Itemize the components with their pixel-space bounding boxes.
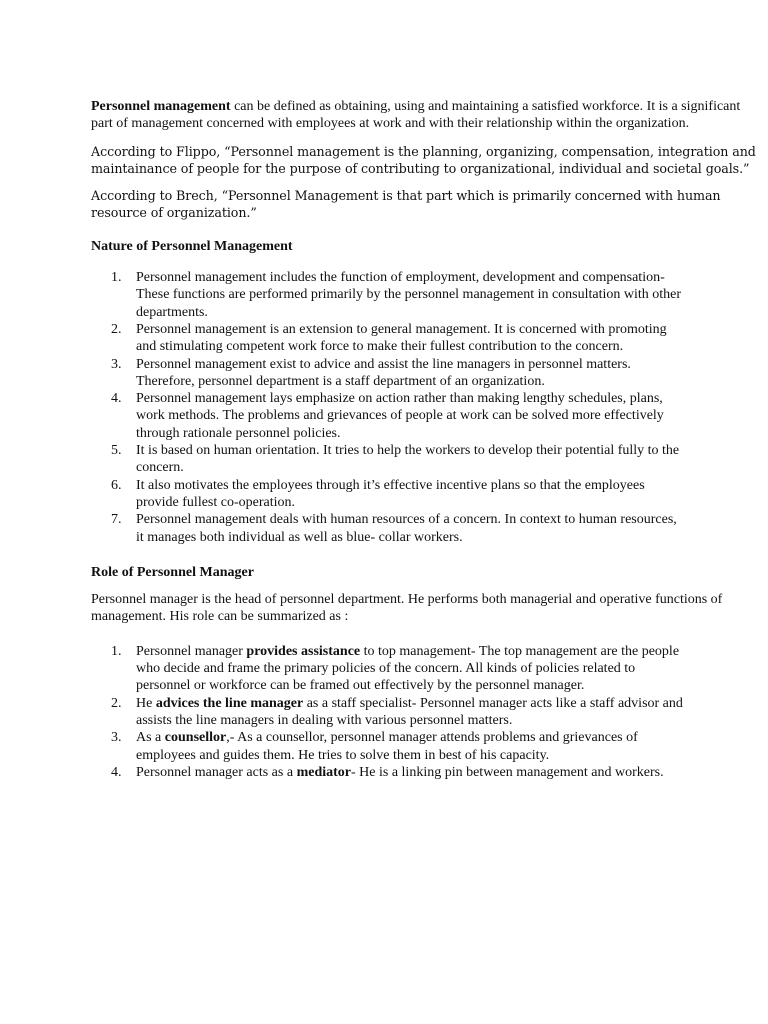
document-page bbox=[91, 98, 761, 781]
list-number: 4. bbox=[111, 391, 122, 407]
nature-list bbox=[91, 269, 761, 546]
list-text-post: as a staff specialist- Personnel manager acts like a staff advisor and assists the line managers in dealing with various personnel matters. bbox=[136, 695, 683, 728]
list-number: 1. bbox=[111, 643, 122, 659]
list-text: Personnel management deals with human resources of a concern. In context to human resources, it manages both individual as well as blue- collar workers. bbox=[136, 512, 677, 545]
list-text-bold: provides assistance bbox=[246, 643, 361, 659]
list-item bbox=[91, 321, 686, 356]
list-text-pre: As a bbox=[136, 730, 165, 746]
list-item bbox=[91, 442, 686, 477]
list-text: Personnel management is an extension to general management. It is concerned with promoting and stimulating competent work force to make their fullest contribution to the concern. bbox=[136, 321, 667, 355]
nature-heading: Nature of Personnel Management bbox=[91, 238, 293, 254]
list-number: 3. bbox=[111, 730, 122, 746]
list-text: Personnel management exist to advice and assist the line managers in personnel matters. Therefore, personnel department is a staff department of an organization. bbox=[136, 356, 631, 389]
role-intro: Personnel manager is the head of personnel department. He performs both managerial and operative functions of management. His role can be summarized as : bbox=[91, 592, 723, 625]
list-text: Personnel management includes the function of employment, development and compensation- These functions are performed primarily by the personnel management in consultation with other departments. bbox=[136, 270, 682, 320]
list-number: 5. bbox=[111, 443, 122, 459]
list-item bbox=[91, 356, 686, 391]
list-item bbox=[91, 269, 686, 321]
list-text-post: - He is a linking pin between management and workers. bbox=[351, 764, 664, 780]
flippo-quote: According to Flippo, “Personnel management is the planning, organizing, compensation, integration and maintainance of people for the purpose of contributing to organizational, individual and societal goals.” bbox=[91, 143, 756, 176]
list-item bbox=[91, 643, 686, 695]
brech-quote: According to Brech, “Personnel Management is that part which is primarily concerned with human resource of organization.” bbox=[91, 188, 721, 221]
list-text-pre: He bbox=[136, 695, 156, 711]
intro-paragraph bbox=[91, 98, 761, 133]
list-number: 4. bbox=[111, 764, 122, 780]
list-item bbox=[91, 390, 686, 442]
role-list bbox=[91, 643, 761, 781]
list-item bbox=[91, 477, 686, 512]
list-text: Personnel management lays emphasize on action rather than making lengthy schedules, plans, work methods. The problems and grievances of people at work can be solved more effectively through rationale personnel policies. bbox=[136, 391, 664, 441]
list-text: It is based on human orientation. It tries to help the workers to develop their potential fully to the concern. bbox=[136, 443, 680, 476]
list-item bbox=[91, 511, 686, 546]
list-text-bold: counsellor bbox=[164, 730, 227, 746]
list-text-pre: Personnel manager bbox=[136, 643, 247, 659]
list-number: 6. bbox=[111, 477, 122, 493]
list-text-post: to top management- The top management are the people who decide and frame the primary policies of the concern. All kinds of policies related to personnel or workforce can be framed out effectively by the personnel manager. bbox=[136, 643, 680, 694]
list-text-bold: mediator bbox=[296, 764, 351, 780]
intro-term: Personnel management bbox=[91, 99, 231, 114]
list-item bbox=[91, 729, 686, 764]
role-heading: Role of Personnel Manager bbox=[91, 564, 254, 580]
list-text: It also motivates the employees through it’s effective incentive plans so that the employees provide fullest co-operation. bbox=[136, 477, 645, 510]
list-number: 1. bbox=[111, 270, 122, 286]
intro-definition: can be defined as obtaining, using and maintaining a satisfied workforce. It is a significant part of management concerned with employees at work and with their relationship within the organization. bbox=[91, 99, 741, 132]
list-text-bold: advices the line manager bbox=[155, 695, 304, 711]
list-item bbox=[91, 764, 686, 781]
list-item bbox=[91, 695, 686, 730]
list-text-pre: Personnel manager acts as a bbox=[136, 764, 297, 780]
list-number: 7. bbox=[111, 512, 122, 528]
list-text-post: ,- As a counsellor, personnel manager attends problems and grievances of employees and guides them. He tries to solve them in best of his capacity. bbox=[136, 730, 638, 763]
list-number: 3. bbox=[111, 356, 122, 372]
list-number: 2. bbox=[111, 695, 122, 711]
list-number: 2. bbox=[111, 321, 122, 337]
